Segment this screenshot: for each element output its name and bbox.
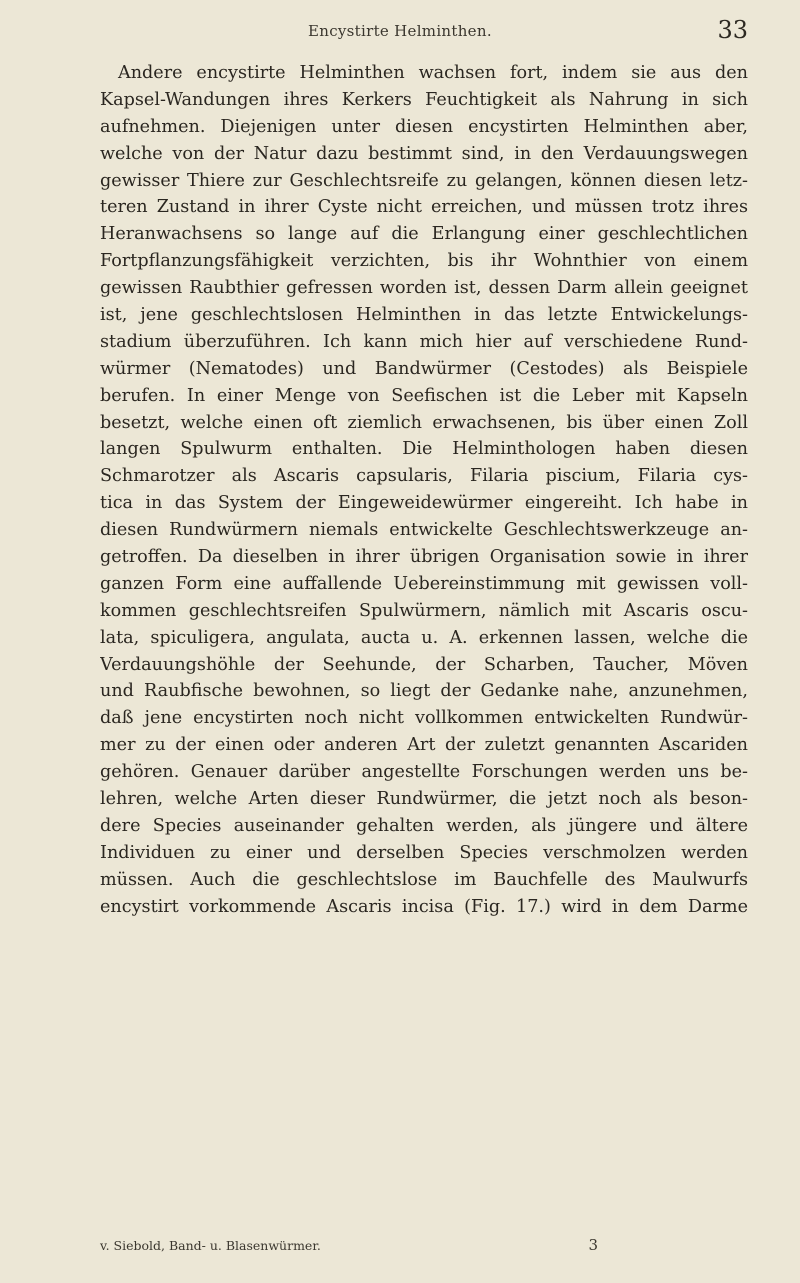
text-line: müssen. Auch die geschlechtslose im Bauchfelle des Maulwurfs <box>100 869 748 890</box>
text-line: tica in das System der Eingeweidewürmer eingereiht. Ich habe in <box>100 493 748 514</box>
text-line: getroffen. Da dieselben in ihrer übrigen Organisation sowie in ihrer <box>100 547 748 568</box>
text-line: gewissen Raubthier gefressen worden ist, dessen Darm allein geeignet <box>100 278 748 299</box>
text-line: diesen Rundwürmern niemals entwickelte Geschlechtswerkzeuge an- <box>100 520 748 541</box>
text-line: langen Spulwurm enthalten. Die Helminthologen haben diesen <box>100 439 748 460</box>
text-line: lehren, welche Arten dieser Rundwürmer, die jetzt noch als beson- <box>100 789 748 810</box>
text-line: teren Zustand in ihrer Cyste nicht erreichen, und müssen trotz ihres <box>100 197 748 218</box>
text-line: ist, jene geschlechtslosen Helminthen in das letzte Entwickelungs- <box>100 305 748 326</box>
text-line: ganzen Form eine auffallende Uebereinstimmung mit gewissen voll- <box>100 573 748 594</box>
text-line: welche von der Natur dazu bestimmt sind, in den Verdauungswegen <box>100 143 748 164</box>
text-line: Verdauungshöhle der Seehunde, der Scharben, Taucher, Möven <box>100 654 748 675</box>
text-line: encystirt vorkommende Ascaris incisa (Fig. 17.) wird in dem Darme <box>100 896 748 917</box>
page-header <box>100 14 748 54</box>
page-number: 33 <box>717 16 748 44</box>
text-line: Kapsel-Wandungen ihres Kerkers Feuchtigkeit als Nahrung in sich <box>100 89 748 110</box>
text-line: würmer (Nematodes) und Bandwürmer (Cestodes) als Beispiele <box>100 358 748 379</box>
text-line: dere Species auseinander gehalten werden, als jüngere und ältere <box>100 815 748 836</box>
text-line: lata, spiculigera, angulata, aucta u. A. erkennen lassen, welche die <box>100 627 748 648</box>
text-line: gewisser Thiere zur Geschlechtsreife zu gelangen, können diesen letz- <box>100 170 748 191</box>
text-line: Individuen zu einer und derselben Species verschmolzen werden <box>100 842 748 863</box>
text-line: Schmarotzer als Ascaris capsularis, Filaria piscium, Filaria cys- <box>100 466 748 487</box>
signature-mark: 3 <box>588 1236 598 1254</box>
text-line: daß jene encystirten noch nicht vollkommen entwickelten Rundwür- <box>100 708 748 729</box>
body-text <box>100 60 748 921</box>
text-line: und Raubfische bewohnen, so liegt der Gedanke nahe, anzunehmen, <box>100 681 748 702</box>
signature-line: v. Siebold, Band- u. Blasenwürmer. <box>100 1238 321 1253</box>
page-footer <box>100 1238 748 1260</box>
text-line: aufnehmen. Diejenigen unter diesen encystirten Helminthen aber, <box>100 116 748 137</box>
text-line: gehören. Genauer darüber angestellte Forschungen werden uns be- <box>100 762 748 783</box>
text-line: mer zu der einen oder anderen Art der zuletzt genannten Ascariden <box>100 735 748 756</box>
text-line: stadium überzuführen. Ich kann mich hier auf verschiedene Rund- <box>100 331 748 352</box>
text-line: kommen geschlechtsreifen Spulwürmern, nämlich mit Ascaris oscu- <box>100 600 748 621</box>
running-head: Encystirte Helminthen. <box>308 22 492 40</box>
text-line: berufen. In einer Menge von Seefischen ist die Leber mit Kapseln <box>100 385 748 406</box>
text-line: Heranwachsens so lange auf die Erlangung einer geschlechtlichen <box>100 224 748 245</box>
text-line: besetzt, welche einen oft ziemlich erwachsenen, bis über einen Zoll <box>100 412 748 433</box>
text-line: Fortpflanzungsfähigkeit verzichten, bis ihr Wohnthier von einem <box>100 251 748 272</box>
text-line: Andere encystirte Helminthen wachsen fort, indem sie aus den <box>118 63 748 83</box>
